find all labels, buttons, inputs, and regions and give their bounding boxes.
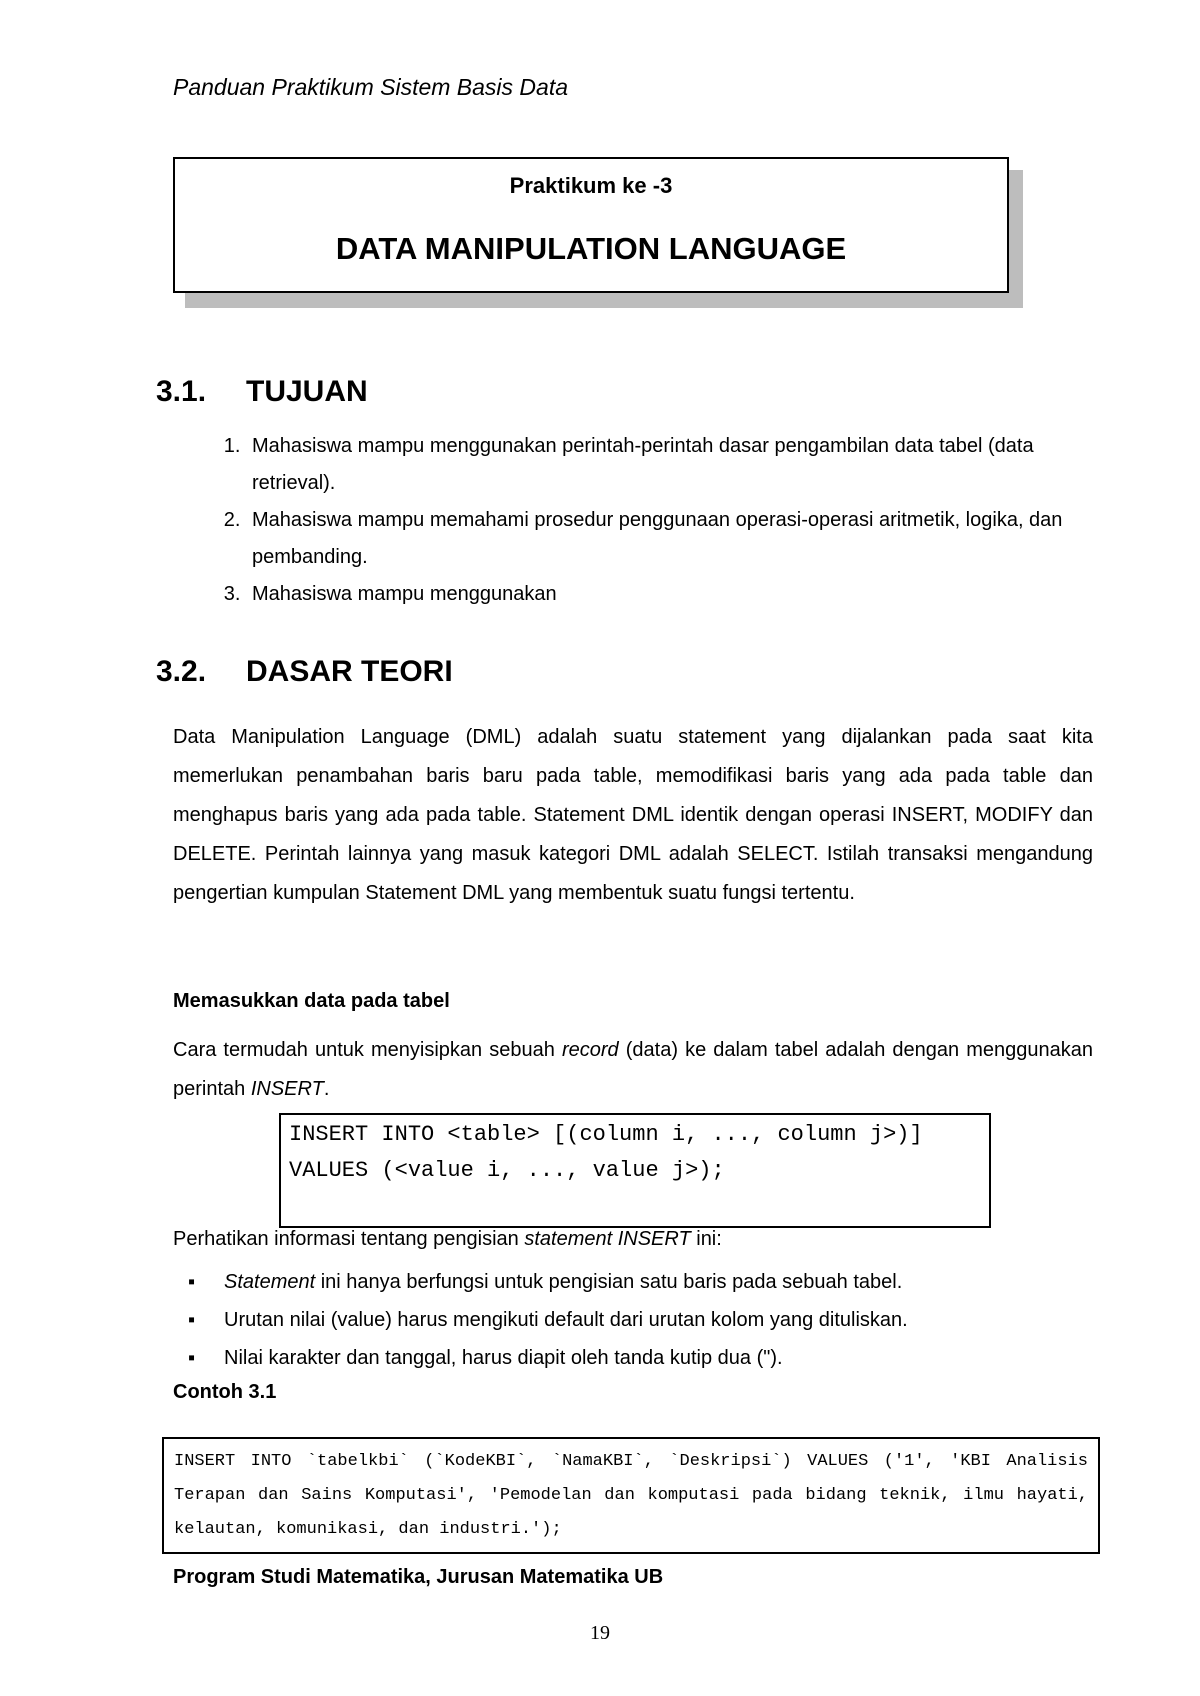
bullet-icon: ▪ — [188, 1347, 196, 1369]
running-header: Panduan Praktikum Sistem Basis Data — [173, 74, 569, 100]
theory-paragraph: Data Manipulation Language (DML) adalah suatu statement yang dijalankan pada saat kita memerlukan penambahan baris baru pada table, memodifikasi baris yang ada pada table dan menghapus baris yang ada pada table. Statement DML identik dengan operasi INSERT, MODIFY dan DELETE. Perintah lainnya yang masuk kategori DML adalah SELECT. Istilah transaksi mengandung pengertian kumpulan Statement DML yang membentuk suatu fungsi tertentu. — [173, 726, 1093, 904]
example-code: INSERT INTO `tabelkbi` (`KodeKBI`, `NamaKBI`, `Deskripsi`) VALUES ('1', 'KBI Analisis Terapan dan Sains Komputasi', 'Pemodelan dan komputasi pada bidang teknik, ilmu hayati, kelautan, komunikasi, dan industri.'); — [162, 1437, 1100, 1554]
insert-intro — [173, 1031, 1093, 1109]
insert-note-intro — [173, 1228, 722, 1251]
title-box — [173, 157, 1009, 293]
note-text: Urutan nilai (value) harus mengikuti default dari urutan kolom yang dituliskan. — [224, 1309, 908, 1331]
list-item: 2. Mahasiswa mampu memahami prosedur penggunaan operasi-operasi aritmetik, logika, dan pembanding. — [246, 502, 1086, 576]
section-number: 3.2. — [156, 655, 207, 688]
note-text: ini: — [690, 1228, 722, 1250]
section-number: 3.1. — [156, 375, 207, 408]
goals-list — [208, 428, 1086, 613]
list-item: 1. Mahasiswa mampu menggunakan perintah-perintah dasar pengambilan data tabel (data retrieval). — [246, 428, 1086, 502]
example-label: Contoh 3.1 — [173, 1381, 277, 1403]
note-text: Perhatikan informasi tentang pengisian — [173, 1228, 525, 1250]
intro-insert: INSERT — [250, 1078, 324, 1100]
list-item — [184, 1263, 908, 1301]
list-item — [184, 1301, 908, 1339]
note-italic: Statement — [224, 1271, 316, 1293]
section-title: TUJUAN — [246, 375, 368, 408]
note-text: ini hanya berfungsi untuk pengisian satu baris pada sebuah tabel. — [315, 1271, 903, 1293]
page-number: 19 — [590, 1622, 610, 1644]
section-heading-tujuan — [156, 375, 368, 409]
practicum-number: Praktikum ke -3 — [509, 173, 673, 198]
intro-text: . — [323, 1078, 330, 1100]
section-heading-dasar-teori — [156, 655, 453, 689]
intro-record: record — [561, 1039, 619, 1061]
insert-notes-list — [184, 1263, 908, 1377]
list-item: 3. Mahasiswa mampu menggunakan — [246, 576, 1086, 613]
page-title: DATA MANIPULATION LANGUAGE — [335, 231, 847, 266]
insert-syntax-code: INSERT INTO <table> [(column i, ..., column j>)] VALUES (<value i, ..., value j>); — [279, 1113, 991, 1228]
intro-text: (data) ke dalam tabel adalah dengan menggunakan perintah — [173, 1039, 1094, 1100]
bullet-icon: ▪ — [188, 1309, 196, 1331]
insert-heading: Memasukkan data pada tabel — [173, 990, 450, 1012]
footer-text: Program Studi Matematika, Jurusan Matematika UB — [173, 1566, 664, 1588]
bullet-icon: ▪ — [188, 1271, 196, 1293]
note-italic: statement INSERT — [524, 1228, 691, 1250]
note-text: Nilai karakter dan tanggal, harus diapit oleh tanda kutip dua ("). — [224, 1347, 783, 1369]
section-title: DASAR TEORI — [246, 655, 453, 688]
intro-text: Cara termudah untuk menyisipkan sebuah — [173, 1039, 562, 1061]
list-item — [184, 1339, 908, 1377]
